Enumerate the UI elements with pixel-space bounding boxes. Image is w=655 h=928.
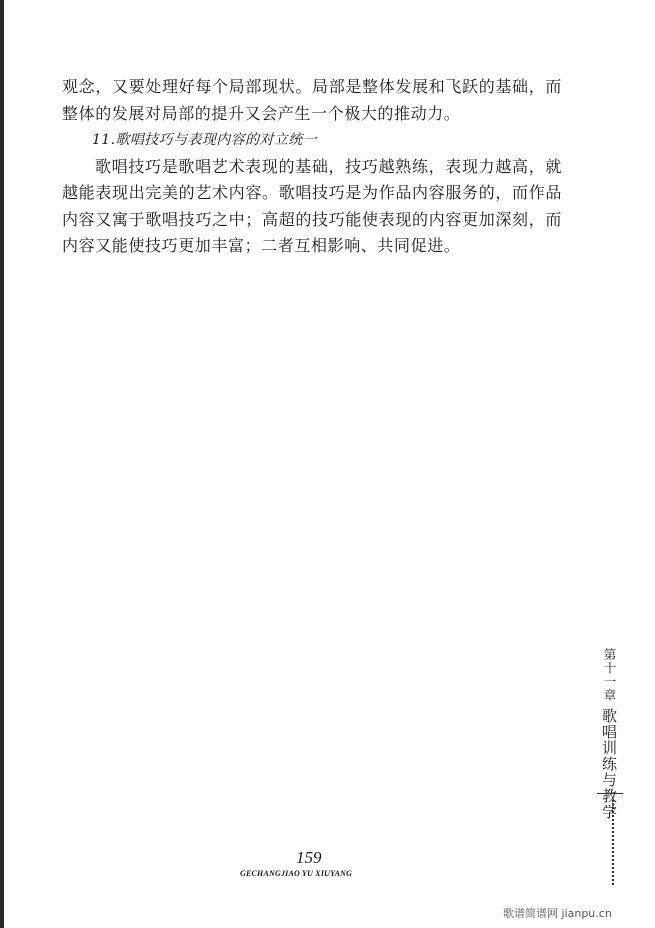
chapter-rule	[597, 793, 623, 794]
section-heading: 11.歌唱技巧与表现内容的对立统一	[92, 132, 318, 148]
chapter-label: 第十一章	[602, 648, 617, 702]
watermark: 歌谱简谱网 jianpu.cn	[503, 907, 612, 920]
dotted-line	[612, 800, 614, 885]
paragraph-1: 观念，又要处理好每个局部现状。局部是整体发展和飞跃的基础，而整体的发展对局部的提升又会产生一个极大的推动力。	[62, 77, 562, 123]
chapter-title: 歌唱训练与教学	[600, 708, 618, 820]
footer-subtitle: GECHANGJIAO YU XIUYANG	[240, 869, 353, 878]
page-left-border	[0, 0, 4, 928]
page-number: 159	[296, 848, 322, 867]
body-text	[62, 74, 562, 260]
paragraph-2: 歌唱技巧是歌唱艺术表现的基础，技巧越熟练，表现力越高，就越能表现出完美的艺术内容。歌唱技巧是为作品内容服务的，而作品内容又寓于歌唱技巧之中；高超的技巧能使表现的内容更加深刻，而内容又能使技巧更加丰富；二者互相影响、共同促进。	[62, 156, 562, 255]
